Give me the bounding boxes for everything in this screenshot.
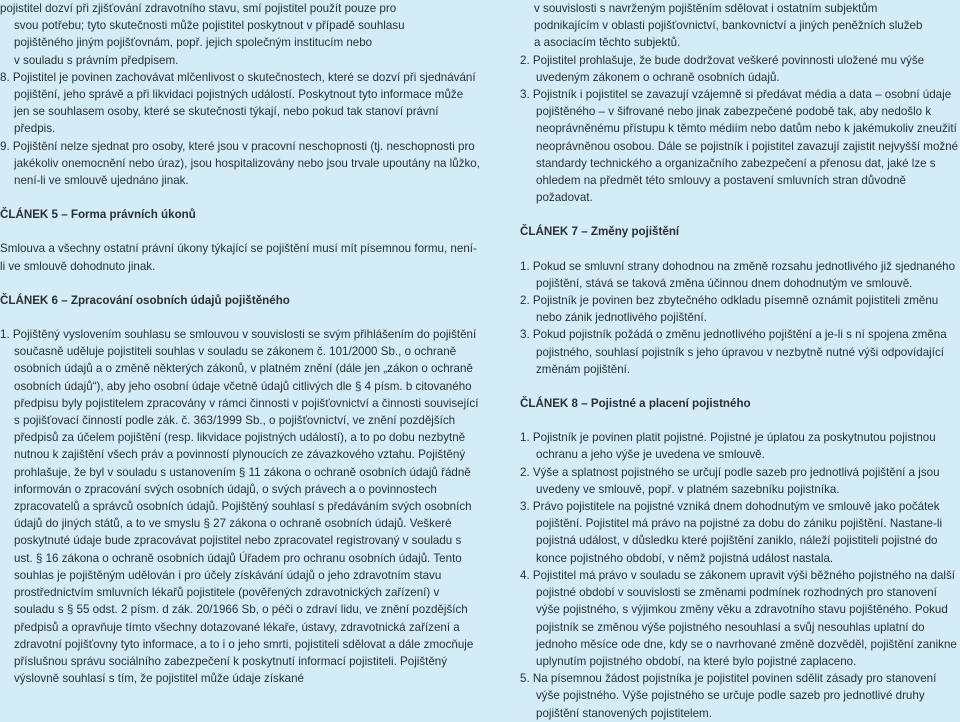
right-column <box>520 0 960 722</box>
continuation-line: podnikajícím v oblasti pojišťovnictví, bankovnictví a jiných peněžních služeb <box>534 19 923 33</box>
list-item: 5. Na písemnou žádost pojistníka je pojistitel povinen sdělit zásady pro stanovení výše pojistného. Výše pojistného se určuje podle sazeb pro jednotlivé druhy pojištění stanovených pojistitelem. <box>520 672 937 720</box>
continuation-line: a asociacím těchto subjektů. <box>534 36 681 50</box>
list-item: 1. Pokud se smluvní strany dohodnou na změně rozsahu jednotlivého již sjednaného pojištění, stává se taková změna účinnou dnem dohodnutým ve smlouvě. <box>520 259 956 290</box>
article-8-list <box>520 429 960 721</box>
clause-8: 8. Pojistitel je povinen zachovávat mlčenlivost o skutečnostech, které se dozví při sjednávání pojištění, jeho správě a při likvidaci pojistných událostí. Poskytnout tyto informace může jen se souhlasem osoby, které se skutečnosti týkají, nebo pokud tak stanoví právní předpis. <box>0 70 476 136</box>
article-6-clause-1: 1. Pojištěný vyslovením souhlasu se smlouvou v souvislosti se svým přihlášením do pojištění současně uděluje pojistiteli souhlas v souladu se zákonem č. 101/2000 Sb., o ochraně osobních údajů a o změně některých zákonů, v platném znění (dále jen „zákon o ochraně osobních údajů“), aby jeho osobní údaje včetně údajů citlivých dle § 4 písm. b citovaného předpisu byly pojistitelem zpracovány v rámci činnosti v pojišťovnictví a činnosti související s pojišťovací činností podle zák. č. 363/1999 Sb., o pojišťovnictví, ve znění pozdějších předpisů za účelem pojištění (resp. likvidace pojistných událostí), a to po dobu nezbytně nutnou k zajištění všech práv a povinností plynoucích ze závazkového vztahu. Pojištěný prohlašuje, že byl v souladu s ustanovením § 11 zákona o ochraně osobních údajů řádně informován o zpracování svých osobních údajů, o svých právech a o povinnostech zpracovatelů a správců osobních údajů. Pojištěný souhlasí s předáváním svých osobních údajů do jiných států, a to ve smyslu § 27 zákona o ochraně osobních údajů. Veškeré poskytnuté údaje bude zpracovávat pojistitel nebo zpracovatel registrovaný v souladu s ust. § 16 zákona o ochraně osobních údajů Úřadem pro ochranu osobních údajů. Tento souhlas je pojištěným udělován i pro účely získávání údajů o jeho zdravotním stavu prostřednictvím smluvních lékařů pojistitele (pověřených zdravotnických zařízení) v souladu s § 55 odst. 2 písm. d zák. 20/1966 Sb, o péči o zdraví lidu, ve znění pozdějších předpisů a opravňuje tímto všechny dotazované lékaře, ústavy, zdravotnická zařízení a zdravotní pojišťovny tyto informace, a to i o jeho smrti, pojistiteli sdělovat a dále zmocňuje příslušnou správu sociálního zabezpečení k poskytnutí informací pojistiteli. Pojištěný výslovně souhlasí s tím, že pojistitel může údaje získané <box>0 328 479 686</box>
clause-9: 9. Pojištění nelze sjednat pro osoby, které jsou v pracovní neschopnosti (tj. neschopnosti pro jakékoliv onemocnění nebo úraz), jsou hospitalizovány nebo jsou trvale upoutány na lůžko, není-li ve smlouvě ujednáno jinak. <box>0 139 480 188</box>
left-column <box>0 0 480 687</box>
article-5-text: Smlouva a všechny ostatní právní úkony týkající se pojištění musí mít písemnou formu, není-li ve smlouvě dohodnuto jinak. <box>0 242 477 273</box>
list-item: 3. Pokud pojistník požádá o změnu jednotlivého pojištění a je-li s ní spojena změna pojistného, souhlasí pojistník s jeho úpravou v nezbytně nutné výši odpovídající změnám pojištění. <box>520 328 947 376</box>
list-item: 2. Pojistník je povinen bez zbytečného odkladu písemně oznámit pojistiteli změnu nebo zánik jednotlivého pojištění. <box>520 294 939 325</box>
continuation-line: v souvislosti s navrženým pojištěním sdělovat i ostatním subjektům <box>534 2 878 15</box>
article-6-clause-2: 2. Pojistitel prohlašuje, že bude dodržovat veškeré povinnosti uložené mu výše uvedeným zákonem o ochraně osobních údajů. <box>520 53 925 84</box>
article-5-heading: ČLÁNEK 5 – Forma právních úkonů <box>0 208 196 222</box>
list-item: 3. Právo pojistitele na pojistné vzniká dnem dohodnutým ve smlouvě jako počátek pojištění. Pojistitel má právo na pojistné za dobu do zániku pojištění. Nastane-li pojistná událost, v důsledku které pojištění zaniklo, náleží pojistiteli pojistné do konce pojistného období, v němž pojistná událost nastala. <box>520 500 943 565</box>
article-7-heading: ČLÁNEK 7 – Změny pojištění <box>520 225 680 239</box>
list-item: 1. Pojistník je povinen platit pojistné. Pojistné je úplatou za poskytnutou pojistnou ochranu a jeho výše je uvedena ve smlouvě. <box>520 431 936 462</box>
list-item: 2. Výše a splatnost pojistného se určují podle sazeb pro jednotlivá pojištění a jsou uvedeny ve smlouvě, popř. v platném sazebníku pojistníka. <box>520 465 940 496</box>
intro-line: v souladu s právním předpisem. <box>14 53 179 67</box>
intro-line: pojištěného jiným pojišťovnám, popř. jejich společným institucím nebo <box>14 36 373 50</box>
intro-line: svou potřebu; tyto skutečnosti může pojistitel poskytnout v případě souhlasu <box>14 19 405 33</box>
list-item: 4. Pojistitel má právo v souladu se zákonem upravit výši běžného pojistného na další pojistné období v souvislosti se změnami podmínek rozhodných pro stanovení výše pojistného, s výjimkou změny věku a zdravotního stavu pojištěného. Pokud pojistník se změnou výše pojistného nesouhlasí a svůj nesouhlas uplatní do jednoho měsíce ode dne, kdy se o navrhované změně dozvěděl, pojištění zanikne uplynutím pojistného období, na které bylo pojistné zaplaceno. <box>520 568 957 668</box>
article-7-list <box>520 258 960 378</box>
article-6-heading: ČLÁNEK 6 – Zpracování osobních údajů pojištěného <box>0 293 290 307</box>
article-8-heading: ČLÁNEK 8 – Pojistné a placení pojistného <box>520 397 751 411</box>
article-6-clause-3: 3. Pojistník i pojistitel se zavazují vzájemně si předávat média a data – osobní údaje pojištěného – v šifrované nebo jinak zabezpečené podobě tak, aby nedošlo k neoprávněnému přístupu k těmto médiím nebo datům nebo k jakémukoliv zneužití neoprávněnou osobou. Dále se pojistník i pojistitel zavazují zajistit nejvyšší možné standardy technického a organizačního zabezpečení a přenosu dat, jaké lze s ohledem na předmět této smlouvy a postavení smluvních stran důvodně požadovat. <box>520 88 959 205</box>
intro-line: pojistitel dozví při zjišťování zdravotního stavu, smí pojistitel použít pouze pro <box>0 2 397 15</box>
